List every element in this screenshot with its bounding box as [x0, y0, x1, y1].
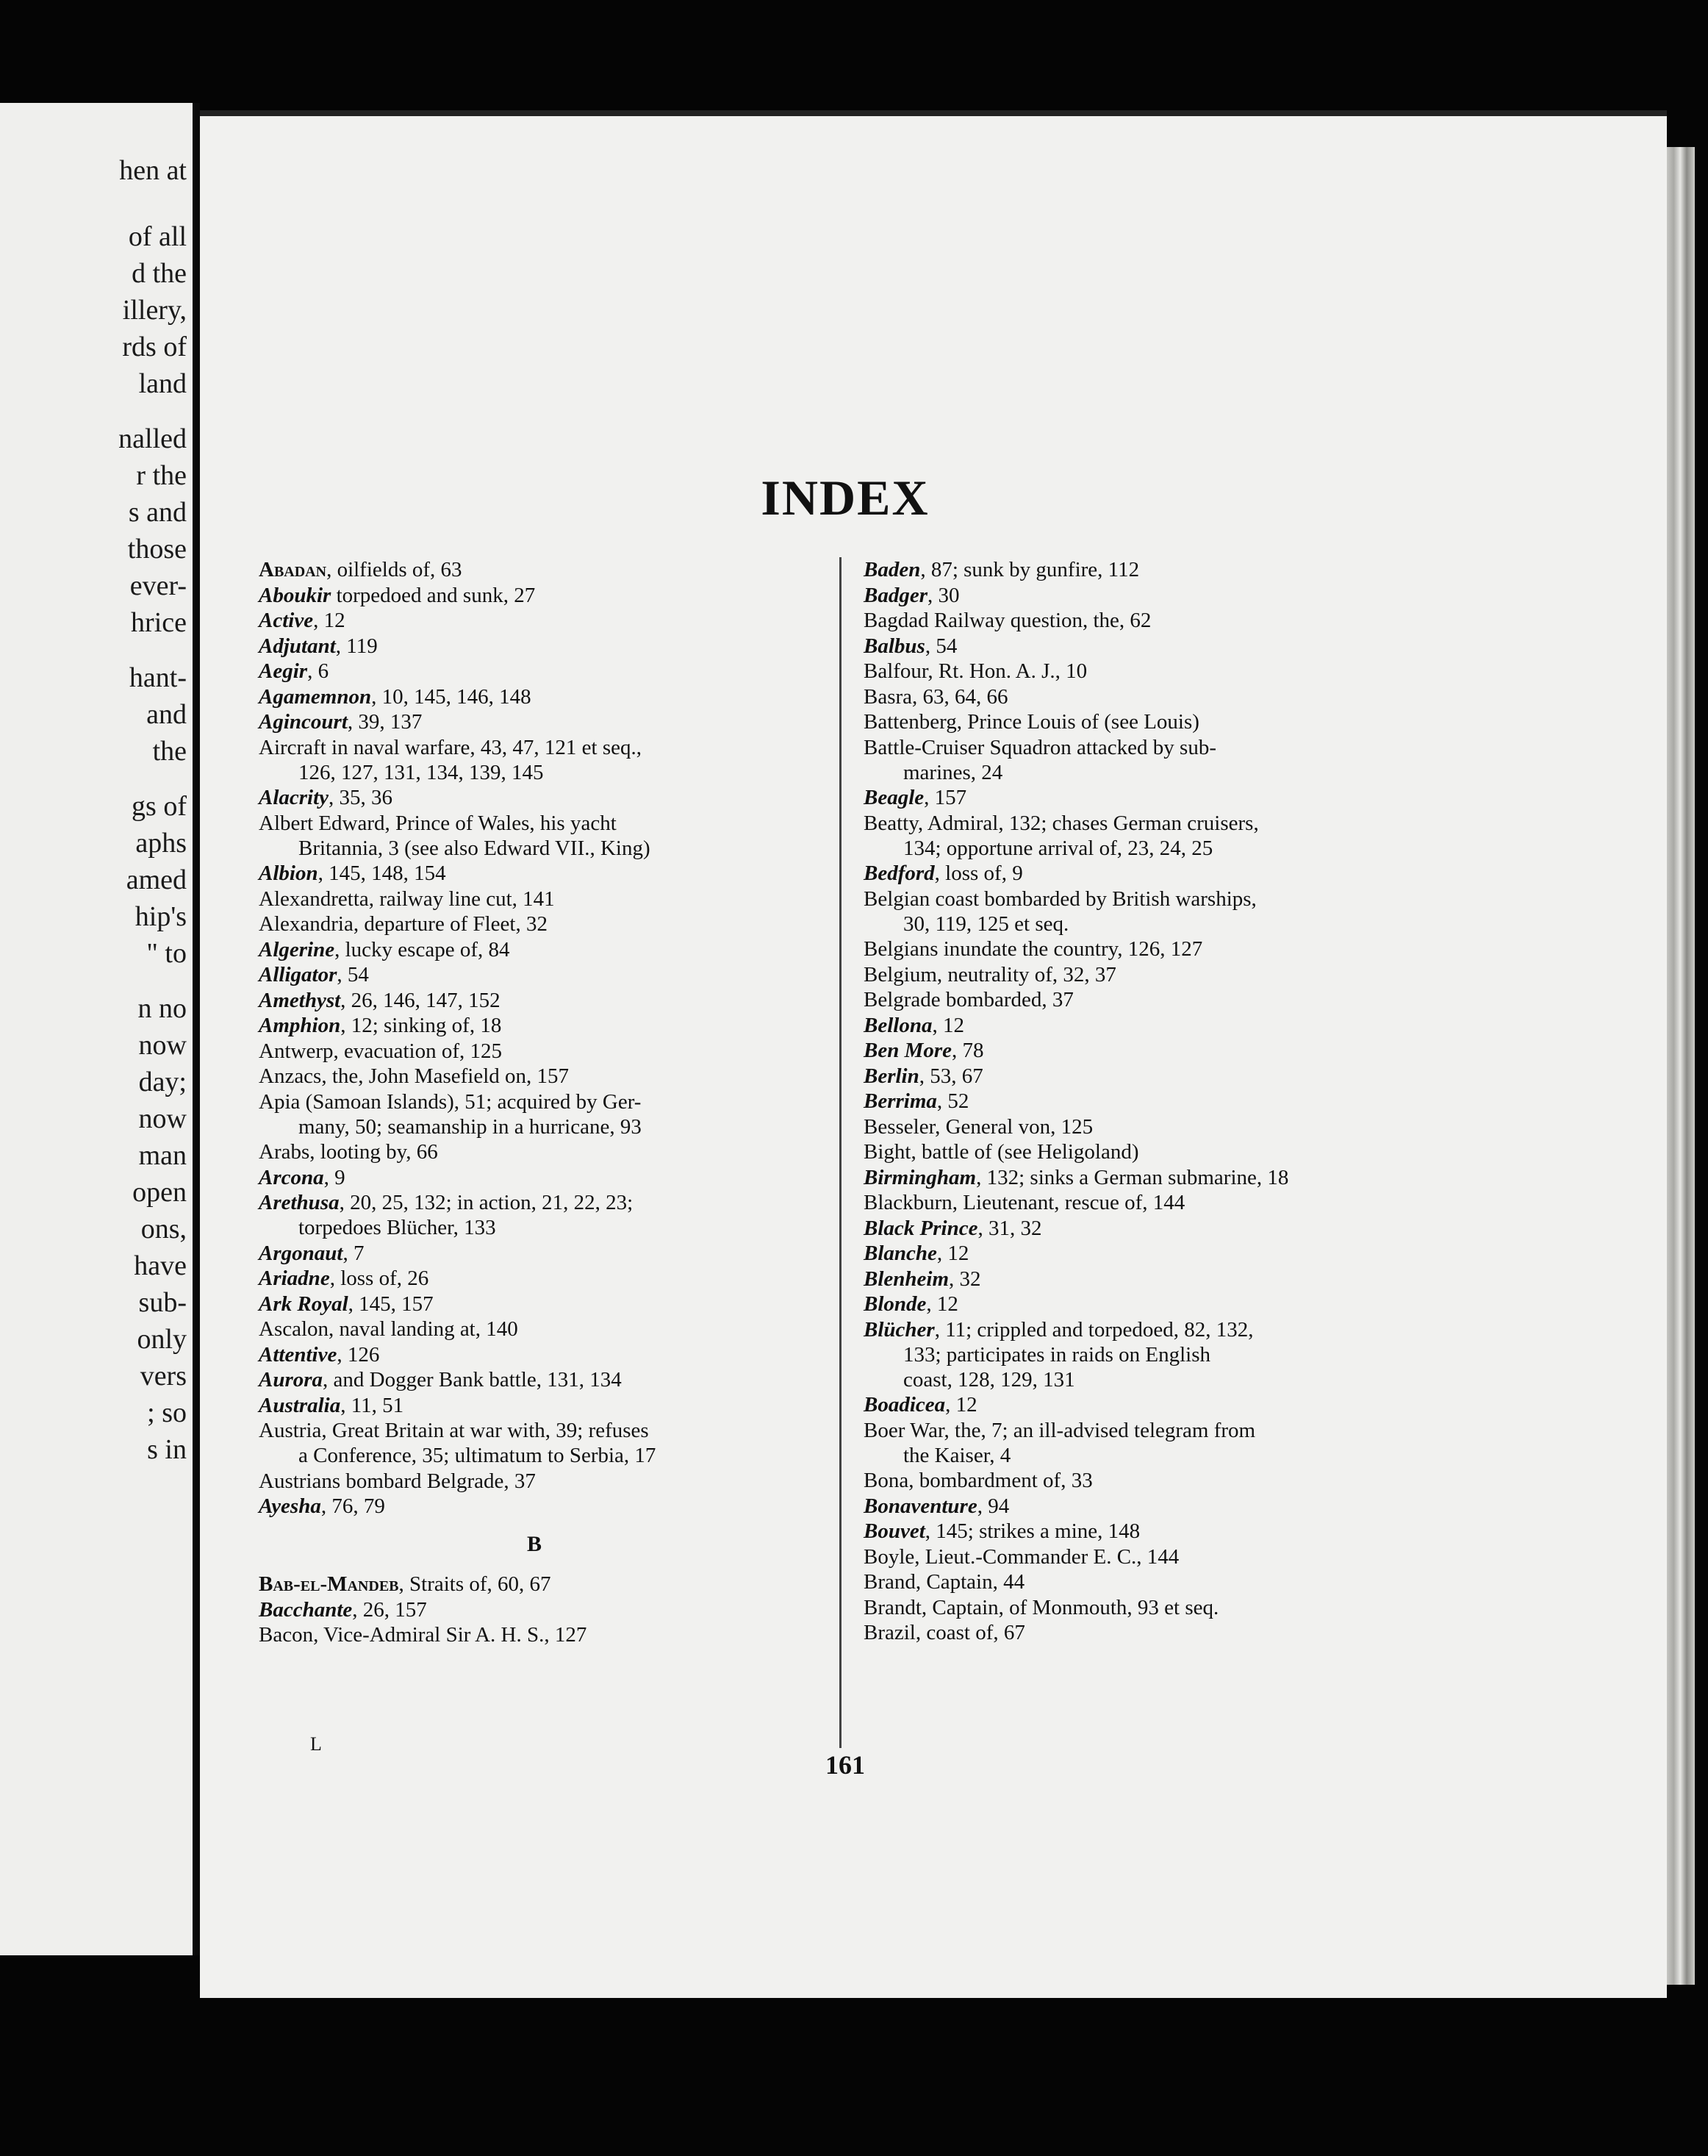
index-column-left	[259, 557, 839, 1648]
entry-text: Bagdad Railway question, the, 62	[864, 609, 1152, 632]
entry-heading: Berrima	[864, 1089, 937, 1113]
entry-heading: Baden	[864, 558, 921, 581]
index-entry	[864, 684, 1452, 709]
entry-text: Belgians inundate the country, 126, 127	[864, 937, 1203, 961]
previous-page-text: s and	[128, 497, 187, 528]
entry-continuation: marines, 24	[903, 760, 1003, 784]
entry-text: , 12	[313, 609, 345, 632]
index-entry	[259, 1089, 839, 1139]
entry-heading: Albion	[259, 862, 318, 885]
index-entry	[864, 1013, 1452, 1038]
index-entry	[864, 1544, 1452, 1569]
entry-text: , 145, 148, 154	[317, 862, 446, 885]
entry-heading: Blenheim	[864, 1267, 950, 1291]
entry-text: , 12	[936, 1242, 969, 1265]
index-entry	[864, 1064, 1452, 1089]
entry-text: Balfour, Rt. Hon. A. J., 10	[864, 659, 1088, 683]
signature-mark: L	[310, 1733, 322, 1755]
entry-heading: Arethusa	[259, 1191, 340, 1214]
entry-text: Ascalon, naval landing at, 140	[259, 1317, 518, 1341]
previous-page-text: ons,	[140, 1214, 187, 1244]
entry-text: Beatty, Admiral, 132; chases German cruisers,	[864, 811, 1259, 835]
index-entry	[259, 1292, 839, 1317]
previous-page-text: gs of	[132, 791, 187, 822]
entry-text: , 11; crippled and torpedoed, 82, 132,	[934, 1317, 1254, 1342]
index-entry	[864, 1190, 1452, 1215]
entry-text: Austria, Great Britain at war with, 39; refuses	[259, 1419, 649, 1442]
previous-page-text: r the	[136, 460, 187, 491]
entry-heading: Arcona	[259, 1165, 324, 1189]
index-entry	[259, 583, 839, 608]
index-entry	[864, 557, 1452, 582]
entry-heading: Bedford	[864, 862, 935, 885]
entry-heading: Agincourt	[259, 710, 348, 734]
entry-text: Boer War, the, 7; an ill-advised telegram from	[864, 1418, 1256, 1442]
entry-text: , loss of, 9	[934, 862, 1023, 885]
entry-text: , 78	[952, 1039, 984, 1062]
entry-text: Arabs, looting by, 66	[259, 1140, 438, 1164]
entry-text: Battle-Cruiser Squadron attacked by sub-	[864, 735, 1216, 759]
entry-text: Apia (Samoan Islands), 51; acquired by Ger-	[259, 1089, 642, 1114]
index-entry	[864, 1139, 1452, 1164]
index-entry	[259, 811, 839, 861]
entry-heading: Berlin	[864, 1064, 919, 1088]
entry-text: , 12	[945, 1393, 977, 1417]
previous-page-text: amed	[126, 864, 187, 895]
entry-text: , 145; strikes a mine, 148	[925, 1519, 1141, 1543]
entry-heading: Blücher	[864, 1317, 935, 1342]
entry-text: Besseler, General von, 125	[864, 1114, 1094, 1139]
entry-heading: Argonaut	[259, 1241, 343, 1265]
previous-page-text: illery,	[122, 295, 187, 326]
entry-text: Basra, 63, 64, 66	[864, 684, 1008, 709]
entry-text: Alexandria, departure of Fleet, 32	[259, 912, 548, 936]
entry-heading: Badger	[864, 583, 927, 607]
index-entry	[259, 1572, 839, 1597]
entry-text: Alexandretta, railway line cut, 141	[259, 887, 555, 911]
page-title: INDEX	[761, 470, 930, 526]
index-entry	[864, 659, 1452, 684]
index-entry	[864, 1165, 1452, 1190]
entry-text: Belgium, neutrality of, 32, 37	[864, 962, 1116, 986]
index-entry	[864, 735, 1452, 785]
index-entry	[259, 1393, 839, 1418]
entries-b	[259, 1572, 839, 1647]
index-entry	[864, 1267, 1452, 1292]
entry-heading: Aegir	[259, 659, 308, 683]
entry-text: , 132; sinks a German submarine, 18	[976, 1165, 1289, 1189]
entry-text: , 12	[932, 1013, 964, 1037]
entry-text: , 54	[337, 963, 369, 986]
index-entry	[864, 608, 1452, 633]
previous-page-text: ; so	[147, 1397, 187, 1428]
index-entry	[259, 1190, 839, 1240]
entry-heading: Attentive	[259, 1342, 337, 1367]
entry-heading: Australia	[259, 1393, 341, 1417]
index-entry	[259, 785, 839, 810]
previous-page-text: those	[127, 534, 187, 565]
entry-text: , 6	[307, 659, 329, 683]
index-entry	[259, 659, 839, 684]
previous-page-text: ever-	[129, 570, 187, 601]
previous-page-text: hant-	[129, 662, 187, 693]
previous-page-text: hen at	[119, 155, 187, 186]
entry-text: , 39, 137	[347, 710, 423, 734]
index-entry	[259, 709, 839, 734]
entry-continuation: the Kaiser, 4	[903, 1443, 1011, 1467]
entry-text: Albert Edward, Prince of Wales, his yacht	[259, 811, 617, 835]
index-entry	[864, 1114, 1452, 1139]
entry-continuation: 134; opportune arrival of, 23, 24, 25	[903, 836, 1213, 860]
index-entry	[259, 1165, 839, 1190]
index-entry	[864, 962, 1452, 987]
index-entry	[864, 1089, 1452, 1114]
index-entry	[259, 962, 839, 987]
index-entry	[259, 861, 839, 886]
index-entry	[864, 583, 1452, 608]
index-entry	[864, 1241, 1452, 1266]
previous-page-text: open	[132, 1177, 187, 1208]
entry-heading: Blonde	[864, 1292, 927, 1316]
entry-text: Belgrade bombarded, 37	[864, 988, 1074, 1011]
entry-text: Blackburn, Lieutenant, rescue of, 144	[864, 1191, 1185, 1214]
entry-heading: Bellona	[864, 1013, 933, 1037]
entry-text: , 126	[337, 1342, 380, 1367]
page-number: 161	[825, 1750, 865, 1780]
index-entry	[259, 1241, 839, 1266]
entry-heading: Ben More	[864, 1039, 952, 1062]
entry-text: , 76, 79	[320, 1494, 385, 1518]
entry-heading: Black Prince	[864, 1216, 978, 1240]
entry-text: , 119	[335, 634, 378, 658]
previous-page-text: d the	[132, 258, 187, 289]
entry-heading: Bab-el-Mandeb	[259, 1572, 399, 1596]
index-entry	[259, 1367, 839, 1392]
previous-page-text: land	[138, 368, 187, 399]
index-column-right	[839, 557, 1452, 1748]
index-entry	[259, 1342, 839, 1367]
previous-page-text: the	[152, 736, 187, 767]
entry-continuation: 126, 127, 131, 134, 139, 145	[298, 760, 544, 784]
index-entry	[259, 1469, 839, 1494]
page-edge	[1662, 147, 1695, 1985]
index-entry	[259, 1266, 839, 1291]
index-entry	[259, 1039, 839, 1064]
entry-text: , 7	[342, 1241, 365, 1265]
index-entry	[259, 1494, 839, 1519]
previous-page-text: man	[138, 1140, 187, 1171]
entry-heading: Bouvet	[864, 1519, 925, 1543]
entry-heading: Alligator	[259, 963, 337, 986]
entry-text: , Straits of, 60, 67	[398, 1572, 551, 1596]
previous-page-text: s in	[147, 1434, 187, 1465]
entry-text: Bight, battle of (see Heligoland)	[864, 1140, 1139, 1164]
index-entry	[864, 1038, 1452, 1063]
index-entry	[259, 988, 839, 1013]
entry-text: , 32	[949, 1267, 981, 1291]
entry-text: Austrians bombard Belgrade, 37	[259, 1469, 536, 1493]
entry-heading: Balbus	[864, 634, 925, 658]
entry-text: Boyle, Lieut.-Commander E. C., 144	[864, 1544, 1180, 1569]
index-entry	[864, 1519, 1452, 1544]
entry-heading: Boadicea	[864, 1393, 946, 1417]
previous-page-text: " to	[146, 938, 187, 969]
entry-heading: Bonaventure	[864, 1494, 977, 1518]
previous-page-text: sub-	[138, 1287, 187, 1318]
entry-heading: Amethyst	[259, 988, 341, 1012]
index-entry	[259, 937, 839, 962]
previous-page-text: now	[138, 1030, 187, 1061]
entry-continuation: 133; participates in raids on English	[903, 1342, 1211, 1367]
index-entry	[864, 987, 1452, 1012]
entry-heading: Agamemnon	[259, 684, 372, 709]
previous-page-text: hip's	[134, 901, 187, 932]
index-entry	[864, 811, 1452, 861]
index-entry	[864, 1392, 1452, 1417]
index-entry	[864, 1216, 1452, 1241]
index-entry	[864, 861, 1452, 886]
entry-text: , 53, 67	[919, 1064, 983, 1088]
entry-text: Bacon, Vice-Admiral Sir A. H. S., 127	[259, 1623, 587, 1647]
entry-heading: Blanche	[864, 1242, 937, 1265]
previous-page-text: n no	[137, 993, 187, 1024]
entry-text: , 26, 146, 147, 152	[340, 988, 500, 1012]
entry-text: , 157	[924, 786, 967, 809]
entry-heading: Aurora	[259, 1368, 323, 1392]
index-entry	[864, 936, 1452, 961]
index-entry	[864, 1468, 1452, 1493]
index-entry	[864, 1317, 1452, 1392]
entry-text: , 145, 157	[348, 1292, 434, 1316]
previous-page-text: vers	[140, 1361, 187, 1392]
index-entry	[259, 634, 839, 659]
index-entry	[864, 1569, 1452, 1594]
entry-heading: Abadan	[259, 558, 327, 581]
previous-page-text: rds of	[122, 332, 187, 362]
entry-text: Brandt, Captain, of Monmouth, 93 et seq.	[864, 1595, 1219, 1619]
previous-page-text: have	[134, 1250, 187, 1281]
previous-page-text: and	[146, 699, 187, 730]
entry-continuation: Britannia, 3 (see also Edward VII., King)	[298, 836, 650, 860]
entry-text: , 52	[936, 1089, 969, 1113]
previous-page-text: hrice	[131, 607, 187, 638]
index-entry	[864, 1494, 1452, 1519]
entry-text: , 10, 145, 146, 148	[371, 684, 531, 709]
previous-page	[0, 103, 193, 1955]
index-entry	[864, 1418, 1452, 1468]
previous-page-text: nalled	[118, 423, 187, 454]
index-entry	[259, 735, 839, 785]
index-entry	[259, 1317, 839, 1342]
entries-a	[259, 557, 839, 1519]
section-letter-b: B	[526, 1532, 542, 1556]
entry-text: , 9	[323, 1165, 345, 1189]
previous-page-text: of all	[128, 221, 187, 252]
entry-text: Aircraft in naval warfare, 43, 47, 121 et seq.,	[259, 735, 642, 759]
entry-heading: Ariadne	[259, 1267, 330, 1290]
entry-continuation: a Conference, 35; ultimatum to Serbia, 17	[298, 1444, 656, 1467]
entry-continuation: torpedoes Blücher, 133	[298, 1216, 496, 1239]
index-entry	[259, 1622, 839, 1647]
index-entry	[259, 1013, 839, 1038]
entry-text: Battenberg, Prince Louis of (see Louis)	[864, 710, 1199, 734]
entry-heading: Beagle	[864, 786, 925, 809]
entry-text: , 54	[925, 634, 958, 658]
index-page	[200, 110, 1667, 1998]
entry-text: , 94	[977, 1494, 1010, 1518]
previous-page-text: only	[137, 1324, 187, 1355]
index-entry	[864, 785, 1452, 810]
index-entry	[259, 1597, 839, 1622]
entry-heading: Amphion	[259, 1014, 341, 1037]
index-entry	[259, 684, 839, 709]
index-entry	[864, 634, 1452, 659]
entry-text: , 26, 157	[352, 1597, 427, 1622]
entry-text: , 20, 25, 132; in action, 21, 22, 23;	[339, 1191, 634, 1214]
index-entry	[259, 1139, 839, 1164]
index-entry	[864, 1620, 1452, 1645]
entry-text: Brand, Captain, 44	[864, 1570, 1025, 1594]
index-entry	[259, 557, 839, 582]
entry-text: , 11, 51	[340, 1393, 404, 1417]
entry-text: , oilfields of, 63	[326, 558, 462, 581]
entry-heading: Ayesha	[259, 1494, 321, 1518]
entry-text: , 12	[926, 1292, 958, 1316]
entry-heading: Adjutant	[259, 634, 336, 658]
index-entry	[259, 1418, 839, 1468]
entry-text: , 12; sinking of, 18	[340, 1014, 502, 1037]
entry-heading: Birmingham	[864, 1165, 977, 1189]
entry-text: Anzacs, the, John Masefield on, 157	[259, 1064, 570, 1088]
entry-text: Antwerp, evacuation of, 125	[259, 1039, 502, 1063]
index-entry	[864, 1292, 1452, 1317]
entry-heading: Active	[259, 609, 314, 632]
entry-continuation: 30, 119, 125 et seq.	[903, 912, 1069, 936]
page-gutter	[193, 103, 200, 1955]
entry-text: , lucky escape of, 84	[334, 937, 510, 961]
index-entry	[864, 887, 1452, 936]
index-entry	[259, 608, 839, 633]
entry-text: , 87; sunk by gunfire, 112	[920, 558, 1140, 581]
entry-heading: Bacchante	[259, 1597, 353, 1622]
previous-page-text: now	[138, 1103, 187, 1134]
entry-heading: Aboukir	[259, 583, 331, 607]
index-entry	[259, 1064, 839, 1089]
index-entry	[864, 1595, 1452, 1620]
index-entry	[864, 709, 1452, 734]
entry-continuation: coast, 128, 129, 131	[903, 1367, 1075, 1392]
entry-text: Belgian coast bombarded by British warships,	[864, 887, 1257, 911]
entry-text: , 31, 32	[977, 1216, 1042, 1240]
entry-text: torpedoed and sunk, 27	[331, 583, 536, 607]
index-entry	[259, 912, 839, 936]
entry-heading: Ark Royal	[259, 1292, 348, 1316]
previous-page-text: day;	[138, 1067, 187, 1097]
entry-text: , 35, 36	[329, 786, 393, 809]
entries-b-continued	[864, 557, 1452, 1645]
entry-text: , 30	[927, 583, 960, 607]
entry-continuation: many, 50; seamanship in a hurricane, 93	[298, 1114, 642, 1139]
previous-page-text: aphs	[135, 828, 187, 859]
entry-text: Brazil, coast of, 67	[864, 1621, 1025, 1644]
entry-text: , loss of, 26	[329, 1267, 429, 1290]
entry-heading: Algerine	[259, 937, 335, 961]
index-entry	[259, 887, 839, 912]
entry-text: Bona, bombardment of, 33	[864, 1469, 1093, 1492]
entry-heading: Alacrity	[259, 786, 329, 809]
entry-text: , and Dogger Bank battle, 131, 134	[323, 1368, 622, 1392]
